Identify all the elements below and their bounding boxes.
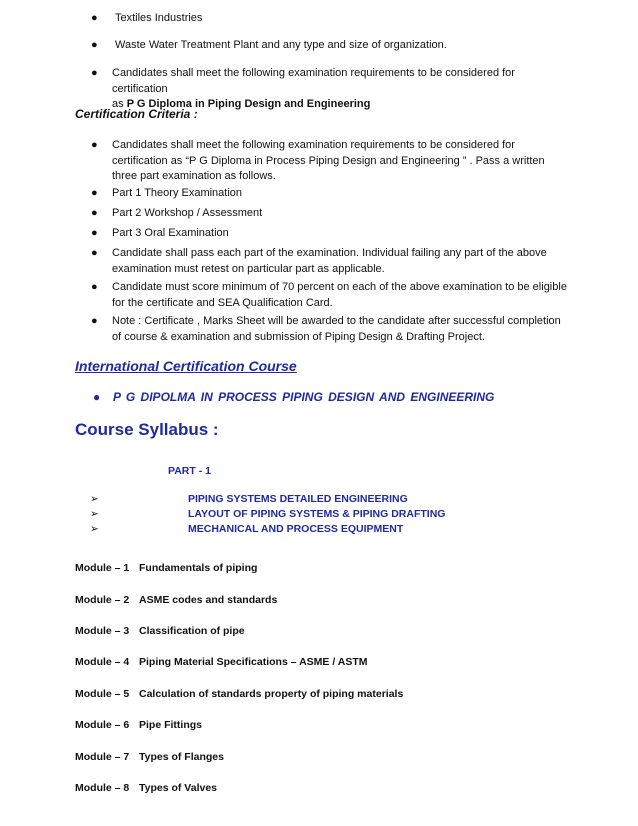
module-title: Calculation of standards property of piping materials: [139, 688, 404, 700]
bullet-icon: ●: [91, 227, 98, 239]
module-row: [75, 688, 403, 700]
list-item-text: Candidates shall meet the following examination requirements to be considered for certification as “P G Diploma in Process Piping Design and Engineering ” . Pass a written three part examination as follows.: [112, 139, 545, 182]
module-title: Fundamentals of piping: [139, 562, 258, 574]
bullet-icon: ●: [91, 39, 98, 51]
bullet-icon: ●: [91, 281, 98, 293]
list-item-text: Textiles Industries: [115, 12, 203, 24]
module-number: Module – 3: [75, 625, 130, 637]
part-item-text: PIPING SYSTEMS DETAILED ENGINEERING: [188, 493, 408, 505]
arrow-bullet-icon: ➢: [90, 523, 99, 535]
list-item-text: Candidate must score minimum of 70 percent on each of the above examination to be eligible for the certificate and SEA Qualification Card.: [112, 281, 567, 309]
arrow-bullet-icon: ➢: [90, 493, 99, 505]
certification-criteria-heading: Certification Criteria :: [75, 107, 198, 121]
list-item-text: Waste Water Treatment Plant and any type and size of organization.: [115, 39, 447, 51]
module-row: [75, 751, 224, 763]
part-item-text: LAYOUT OF PIPING SYSTEMS & PIPING DRAFTING: [188, 508, 446, 520]
module-title: Pipe Fittings: [139, 719, 202, 731]
diploma-name: P G Diploma in Piping Design and Engineering: [126, 98, 371, 110]
list-item-text: Candidate shall pass each part of the examination. Individual failing any part of the above examination must retest on particular part as applicable.: [112, 247, 547, 275]
module-number: Module – 1: [75, 562, 130, 574]
course-title: P G DIPOLMA IN PROCESS PIPING DESIGN AND ENGINEERING: [113, 390, 495, 404]
list-item-text: Note : Certificate , Marks Sheet will be awarded to the candidate after successful completion of course & examination and submission of Piping Design & Drafting Project.: [112, 315, 561, 343]
module-number: Module – 2: [75, 594, 130, 606]
course-syllabus-heading: Course Syllabus :: [75, 420, 219, 439]
module-row: [75, 625, 245, 637]
module-title: Types of Valves: [139, 782, 218, 794]
list-item-text: Part 1 Theory Examination: [112, 187, 243, 199]
list-item-text: Part 3 Oral Examination: [112, 227, 229, 239]
module-title: Piping Material Specifications – ASME / ASTM: [139, 656, 368, 668]
module-row: [75, 782, 217, 794]
module-number: Module – 6: [75, 719, 130, 731]
module-number: Module – 5: [75, 688, 130, 700]
bullet-icon: ●: [93, 390, 101, 404]
part-label: PART - 1: [168, 465, 211, 477]
bullet-icon: ●: [91, 67, 98, 79]
module-row: [75, 719, 202, 731]
bullet-icon: ●: [91, 315, 98, 327]
bullet-icon: ●: [91, 207, 98, 219]
list-item-text: Part 2 Workshop / Assessment: [112, 207, 263, 219]
module-number: Module – 4: [75, 656, 130, 668]
list-item-text: Candidates shall meet the following examination requirements to be considered for certification as P G Diploma in Piping Design and Engineering: [112, 67, 515, 110]
module-title: Classification of pipe: [139, 625, 245, 637]
bullet-icon: ●: [91, 12, 98, 24]
module-row: [75, 562, 257, 574]
module-number: Module – 8: [75, 782, 130, 794]
international-certification-heading: International Certification Course: [75, 358, 297, 374]
bullet-icon: ●: [91, 139, 98, 151]
module-row: [75, 656, 368, 668]
module-row: [75, 594, 277, 606]
part-item-text: MECHANICAL AND PROCESS EQUIPMENT: [188, 523, 404, 535]
module-title: ASME codes and standards: [139, 594, 278, 606]
module-title: Types of Flanges: [139, 751, 224, 763]
bullet-icon: ●: [91, 187, 98, 199]
module-number: Module – 7: [75, 751, 130, 763]
bullet-icon: ●: [91, 247, 98, 259]
arrow-bullet-icon: ➢: [90, 508, 99, 520]
